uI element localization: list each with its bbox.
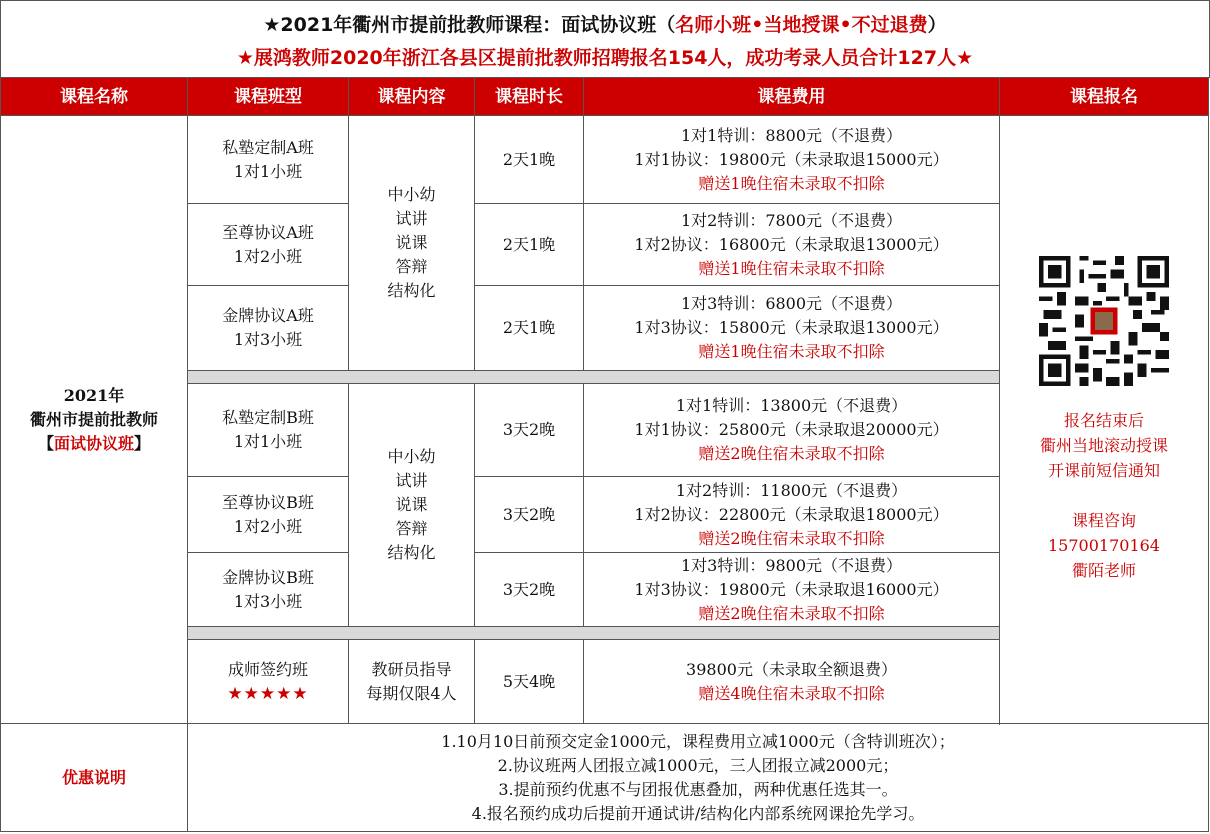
content-line: 答辩 — [395, 519, 428, 538]
discount-item: 2.协议班两人团报立减1000元，三人团报立减2000元； — [497, 755, 899, 775]
content-line: 每期仅限4人 — [366, 683, 457, 703]
duration-cell: 5天4晚 — [475, 640, 584, 724]
fee-agreement: 1对2协议：22800元（未录取退18000元） — [634, 504, 949, 524]
class-name: 至尊协议A班 — [222, 222, 314, 242]
class-name: 成师签约班 — [227, 659, 308, 679]
course-type-highlight: 面试协议班 — [53, 433, 134, 453]
header-line1 — [1, 10, 1209, 37]
discount-label: 优惠说明 — [1, 724, 188, 832]
course-title: 衢州市提前批教师 — [29, 409, 158, 429]
fee-cell — [584, 286, 1000, 371]
fee-gift: 赠送1晚住宿未录取不扣除 — [698, 342, 885, 361]
class-cell — [188, 384, 349, 477]
discount-cell — [188, 724, 1209, 832]
content-line: 结构化 — [387, 543, 436, 562]
star-rating-icon: ★★★★★ — [227, 683, 309, 704]
course-name-cell — [1, 116, 188, 724]
fee-cell — [584, 553, 1000, 627]
separator-cell — [188, 371, 1000, 384]
fee-gift: 赠送2晚住宿未录取不扣除 — [698, 528, 885, 548]
course-type — [1, 432, 187, 456]
discount-row — [1, 724, 1209, 832]
course-year: 2021年 — [63, 385, 125, 405]
fee-training: 1对2特训：11800元（不退费） — [675, 480, 908, 500]
register-note-2: 衢州当地滚动授课 — [1039, 436, 1168, 455]
class-size: 1对1小班 — [233, 432, 303, 451]
fee-cell — [584, 640, 1000, 724]
header-line1-suffix: ） — [927, 14, 947, 36]
fee-training: 1对3特训：9800元（不退费） — [680, 555, 903, 575]
consult-teacher: 衢陌老师 — [1071, 561, 1136, 580]
consult-phone[interactable]: 15700170164 — [1048, 536, 1160, 555]
discount-item: 4.报名预约成功后提前开通试讲/结构化内部系统网课抢先学习。 — [471, 803, 925, 823]
discount-item: 3.提前预约优惠不与团报优惠叠加，两种优惠任选其一。 — [498, 779, 898, 799]
fee-cell — [584, 116, 1000, 204]
class-name: 金牌协议B班 — [222, 567, 314, 587]
bracket-close: 】 — [134, 433, 151, 453]
class-size: 1对3小班 — [233, 330, 303, 349]
register-note-3: 开课前短信通知 — [1047, 461, 1160, 480]
class-cell — [188, 640, 349, 724]
separator-cell — [188, 627, 1000, 640]
class-name: 私塾定制B班 — [222, 408, 314, 427]
content-line: 教研员指导 — [371, 659, 452, 679]
fee-cell — [584, 384, 1000, 477]
fee-agreement: 1对1协议：19800元（未录取退15000元） — [634, 149, 949, 169]
content-line: 试讲 — [395, 471, 428, 490]
table-header-row — [1, 78, 1209, 116]
fee-gift: 赠送2晚住宿未录取不扣除 — [698, 603, 885, 623]
register-spacer — [1000, 483, 1208, 508]
discount-item: 1.10月10日前预交定金1000元，课程费用立减1000元（含特训班次）； — [441, 731, 955, 751]
header-line1-highlight: 名师小班•当地授课•不过退费 — [675, 14, 928, 36]
col-header-register: 课程报名 — [1000, 78, 1209, 116]
registration-cell — [1000, 116, 1209, 724]
header-line2: ★展鸿教师2020年浙江各县区提前批教师招聘报名154人，成功考录人员合计127人★ — [236, 47, 974, 69]
duration-cell: 3天2晚 — [475, 384, 584, 477]
col-header-class: 课程班型 — [188, 78, 349, 116]
fee-cell — [584, 204, 1000, 286]
sheet-header — [0, 0, 1210, 78]
fee-training: 1对1特训：8800元（不退费） — [680, 125, 903, 145]
duration-cell: 2天1晚 — [475, 286, 584, 371]
content-line: 说课 — [395, 233, 428, 252]
content-line: 说课 — [395, 495, 428, 514]
content-line: 答辩 — [395, 257, 428, 276]
duration-cell: 3天2晚 — [475, 477, 584, 553]
col-header-content: 课程内容 — [349, 78, 475, 116]
class-name: 私塾定制A班 — [222, 137, 314, 157]
fee-training: 1对1特训：13800元（不退费） — [675, 396, 908, 415]
fee-training: 1对3特训：6800元（不退费） — [680, 294, 903, 313]
content-line: 试讲 — [395, 209, 428, 228]
class-cell — [188, 477, 349, 553]
class-size: 1对1小班 — [233, 161, 303, 181]
duration-cell: 3天2晚 — [475, 553, 584, 627]
class-size: 1对2小班 — [233, 516, 303, 536]
class-size: 1对3小班 — [233, 591, 303, 611]
content-line: 中小幼 — [387, 185, 436, 204]
class-cell — [188, 116, 349, 204]
content-line: 中小幼 — [387, 447, 436, 466]
content-line: 结构化 — [387, 281, 436, 300]
col-header-fee: 课程费用 — [584, 78, 1000, 116]
fee-gift: 赠送2晚住宿未录取不扣除 — [698, 444, 885, 463]
col-header-name: 课程名称 — [1, 78, 188, 116]
qr-code-icon — [1039, 256, 1169, 386]
fee-training: 1对2特训：7800元（不退费） — [680, 210, 903, 230]
table-row — [1, 116, 1209, 204]
class-name: 金牌协议A班 — [222, 306, 314, 325]
fee-agreement: 1对3协议：15800元（未录取退13000元） — [634, 318, 949, 337]
register-note-1: 报名结束后 — [1063, 411, 1144, 430]
consult-title: 课程咨询 — [1071, 511, 1136, 530]
class-size: 1对2小班 — [233, 246, 303, 266]
fee-gift: 赠送1晚住宿未录取不扣除 — [698, 173, 885, 193]
duration-cell: 2天1晚 — [475, 116, 584, 204]
content-cell — [349, 640, 475, 724]
class-name: 至尊协议B班 — [222, 492, 314, 512]
class-cell — [188, 553, 349, 627]
content-cell — [349, 384, 475, 627]
col-header-duration: 课程时长 — [475, 78, 584, 116]
fee-total: 39800元（未录取全额退费） — [686, 659, 897, 679]
duration-cell: 2天1晚 — [475, 204, 584, 286]
bracket-open: 【 — [37, 433, 54, 453]
fee-agreement: 1对2协议：16800元（未录取退13000元） — [634, 234, 949, 254]
fee-agreement: 1对1协议：25800元（未录取退20000元） — [634, 420, 949, 439]
header-line1-prefix: ★2021年衢州市提前批教师课程：面试协议班（ — [263, 14, 676, 36]
content-cell — [349, 116, 475, 371]
class-cell — [188, 286, 349, 371]
fee-gift: 赠送4晚住宿未录取不扣除 — [698, 683, 885, 703]
fee-gift: 赠送1晚住宿未录取不扣除 — [698, 258, 885, 278]
course-table — [0, 77, 1209, 832]
fee-agreement: 1对3协议：19800元（未录取退16000元） — [634, 579, 949, 599]
class-cell — [188, 204, 349, 286]
fee-cell — [584, 477, 1000, 553]
